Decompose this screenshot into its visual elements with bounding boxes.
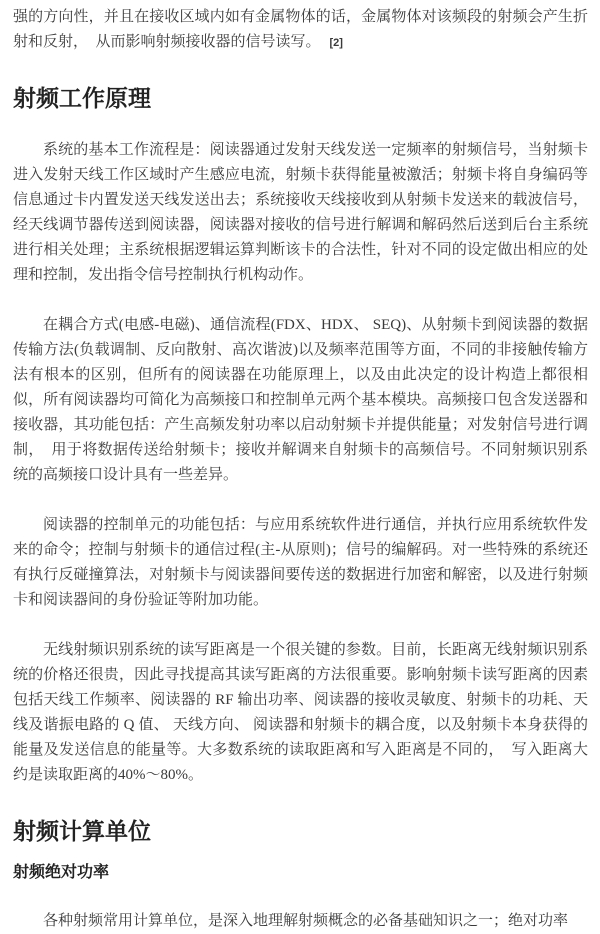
paragraph-read-write-distance: 无线射频识别系统的读写距离是一个很关键的参数。目前，长距离无线射频识别系统的价格还很贵，因此寻找提高其读写距离的方法很重要。影响射频卡读写距离的因素包括天线工作频率、阅读器的 RF 输出功率、阅读器的接收灵敏度、射频卡的功耗、天线及谐振电路的 Q 值、 天线方向、 阅读器和射频卡的耦合度，以及射频卡本身获得的能量及发送信息的能量等。大多数系统的读取距离和写入距离是不同的， 写入距离大约是读取距离的40%～80%。: [13, 642, 588, 783]
intro-paragraph: [13, 5, 588, 56]
paragraph-control-unit-functions: 阅读器的控制单元的功能包括：与应用系统软件进行通信，并执行应用系统软件发来的命令；控制与射频卡的通信过程(主-从原则)；信号的编解码。对一些特殊的系统还有执行反碰撞算法，对射频卡与阅读器间要传送的数据进行加密和解密，以及进行射频卡和阅读器间的身份验证等附加功能。: [13, 517, 588, 608]
sub-heading-rf-absolute-power: 射频绝对功率: [13, 864, 110, 881]
section-heading-rf-working-principle: 射频工作原理: [13, 85, 151, 111]
intro-text: 强的方向性，并且在接收区域内如有金属物体的话，金属物体对该频段的射频会产生折射和反射， 从而影响射频接收器的信号读写。: [13, 9, 588, 50]
citation-link[interactable]: [2]: [329, 37, 343, 49]
article-body: [13, 5, 588, 934]
section-heading-rf-calculation-units: 射频计算单位: [13, 818, 151, 844]
paragraph-rf-units-intro: 各种射频常用计算单位，是深入地理解射频概念的必备基础知识之一；绝对功率: [43, 913, 569, 929]
paragraph-coupling-methods: 在耦合方式(电感-电磁)、通信流程(FDX、HDX、 SEQ)、从射频卡到阅读器的数据传输方法(负载调制、反向散射、高次谐波)以及频率范围等方面，不同的非接触传输方法有根本的区别，但所有的阅读器在功能原理上，以及由此决定的设计构造上都很相似，所有阅读器均可简化为高频接口和控制单元两个基本模块。高频接口包含发送器和接收器，其功能包括：产生高频发射功率以启动射频卡并提供能量；对发射信号进行调制， 用于将数据传送给射频卡；接收并解调来自射频卡的高频信号。不同射频识别系统的高频接口设计具有一些差异。: [13, 317, 588, 483]
paragraph-basic-workflow: 系统的基本工作流程是：阅读器通过发射天线发送一定频率的射频信号，当射频卡进入发射天线工作区域时产生感应电流，射频卡获得能量被激活；射频卡将自身编码等信息通过卡内置发送天线发送出去；系统接收天线接收到从射频卡发送来的载波信号，经天线调节器传送到阅读器，阅读器对接收的信号进行解调和解码然后送到后台主系统进行相关处理；主系统根据逻辑运算判断该卡的合法性，针对不同的设定做出相应的处理和控制，发出指令信号控制执行机构动作。: [13, 142, 588, 283]
